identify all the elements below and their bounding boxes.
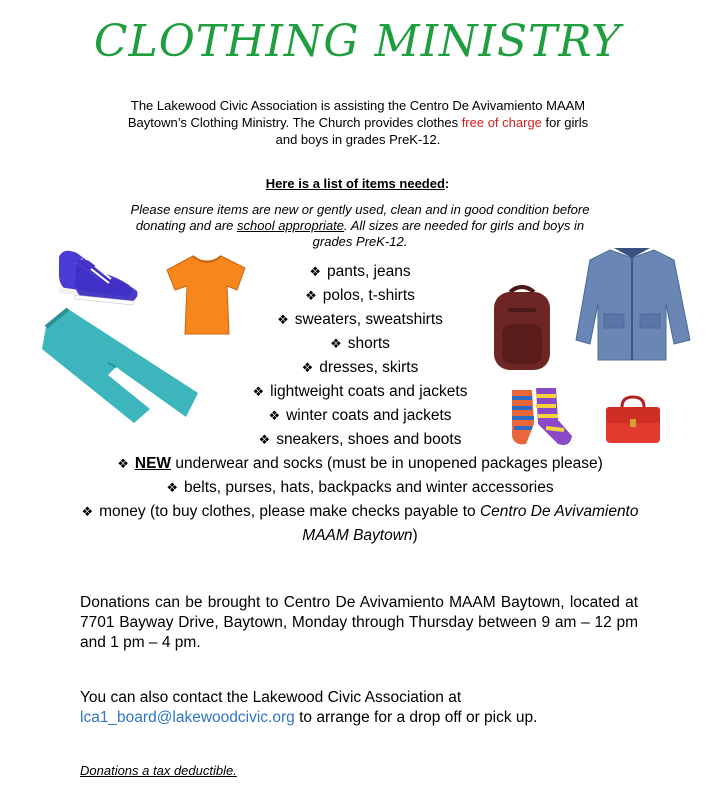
list-item [60,308,660,332]
bullet-icon: ❖ [301,360,314,375]
item-label: belts, purses, hats, backpacks and winter accessories [184,479,554,496]
bullet-icon: ❖ [309,264,322,279]
list-heading-colon: : [444,176,450,191]
bullet-icon: ❖ [258,432,271,447]
payee-name: Centro De Avivamiento MAAM Baytown [302,503,639,544]
item-label: winter coats and jackets [286,407,452,424]
contact-paragraph [80,688,638,728]
item-label: shorts [347,335,390,352]
page-title: CLOTHING MINISTRY [93,16,622,67]
bullet-icon: ❖ [305,288,317,303]
list-item [60,332,660,356]
list-heading [0,176,715,191]
guidelines-text-1: Please ensure items are new or gently used, clean and in good condition before donating and are [130,202,590,233]
item-label: pants, jeans [327,263,411,280]
footer-note: Donations a tax deductible. [80,763,237,778]
item-label: sneakers, shoes and boots [276,431,462,448]
intro-paragraph [118,97,598,148]
donations-paragraph: Donations can be brought to Centro De Avivamiento MAAM Baytown, located at 7701 Bayway Drive, Baytown, Monday through Thursday between 9 am – 12 pm and 1 pm – 4 pm. [80,594,638,651]
free-of-charge-text: free of charge [461,115,542,130]
list-item [60,476,660,500]
contact-text-1: You can also contact the Lakewood Civic Association at [80,689,462,706]
school-appropriate-text: school appropriate [237,218,344,233]
item-label: underwear and socks (must be in unopened packages please) [171,455,603,472]
item-label: money (to buy clothes, please make checks payable to [99,503,480,520]
item-label: polos, t-shirts [322,287,415,304]
new-label: NEW [134,455,172,472]
email-link[interactable]: lca1_board@lakewoodcivic.org [80,709,295,726]
bullet-icon: ❖ [81,504,94,519]
bullet-icon: ❖ [268,408,281,423]
bullet-icon: ❖ [117,456,129,471]
list-item [60,404,660,428]
donation-guidelines [120,202,600,250]
item-label: dresses, skirts [319,359,419,376]
bullet-icon: ❖ [330,336,342,351]
intro-text-1: The Lakewood Civic Association is assisting the Centro De Avivamiento MAAM Baytown’s Clothing Ministry. The Church provides clothes [127,98,586,130]
contact-text-2: to arrange for a drop off or pick up. [294,709,538,726]
bullet-icon: ❖ [277,312,289,327]
item-label: lightweight coats and jackets [270,383,468,400]
bullet-icon: ❖ [166,480,179,495]
list-item [60,428,660,452]
list-item [60,500,660,548]
list-item [60,284,660,308]
bullet-icon: ❖ [252,384,265,399]
list-item [60,356,660,380]
list-item [60,380,660,404]
list-heading-text: Here is a list of items needed [265,176,445,191]
item-label-end: ) [412,527,418,544]
needed-items-list [60,260,660,548]
guidelines-text-2: . All sizes are needed for girls and boys in grades PreK-12. [312,218,585,249]
intro-text-2: for girls and boys in grades PreK-12. [275,115,589,147]
list-item [60,260,660,284]
list-item [60,452,660,476]
item-label: sweaters, sweatshirts [294,311,443,328]
